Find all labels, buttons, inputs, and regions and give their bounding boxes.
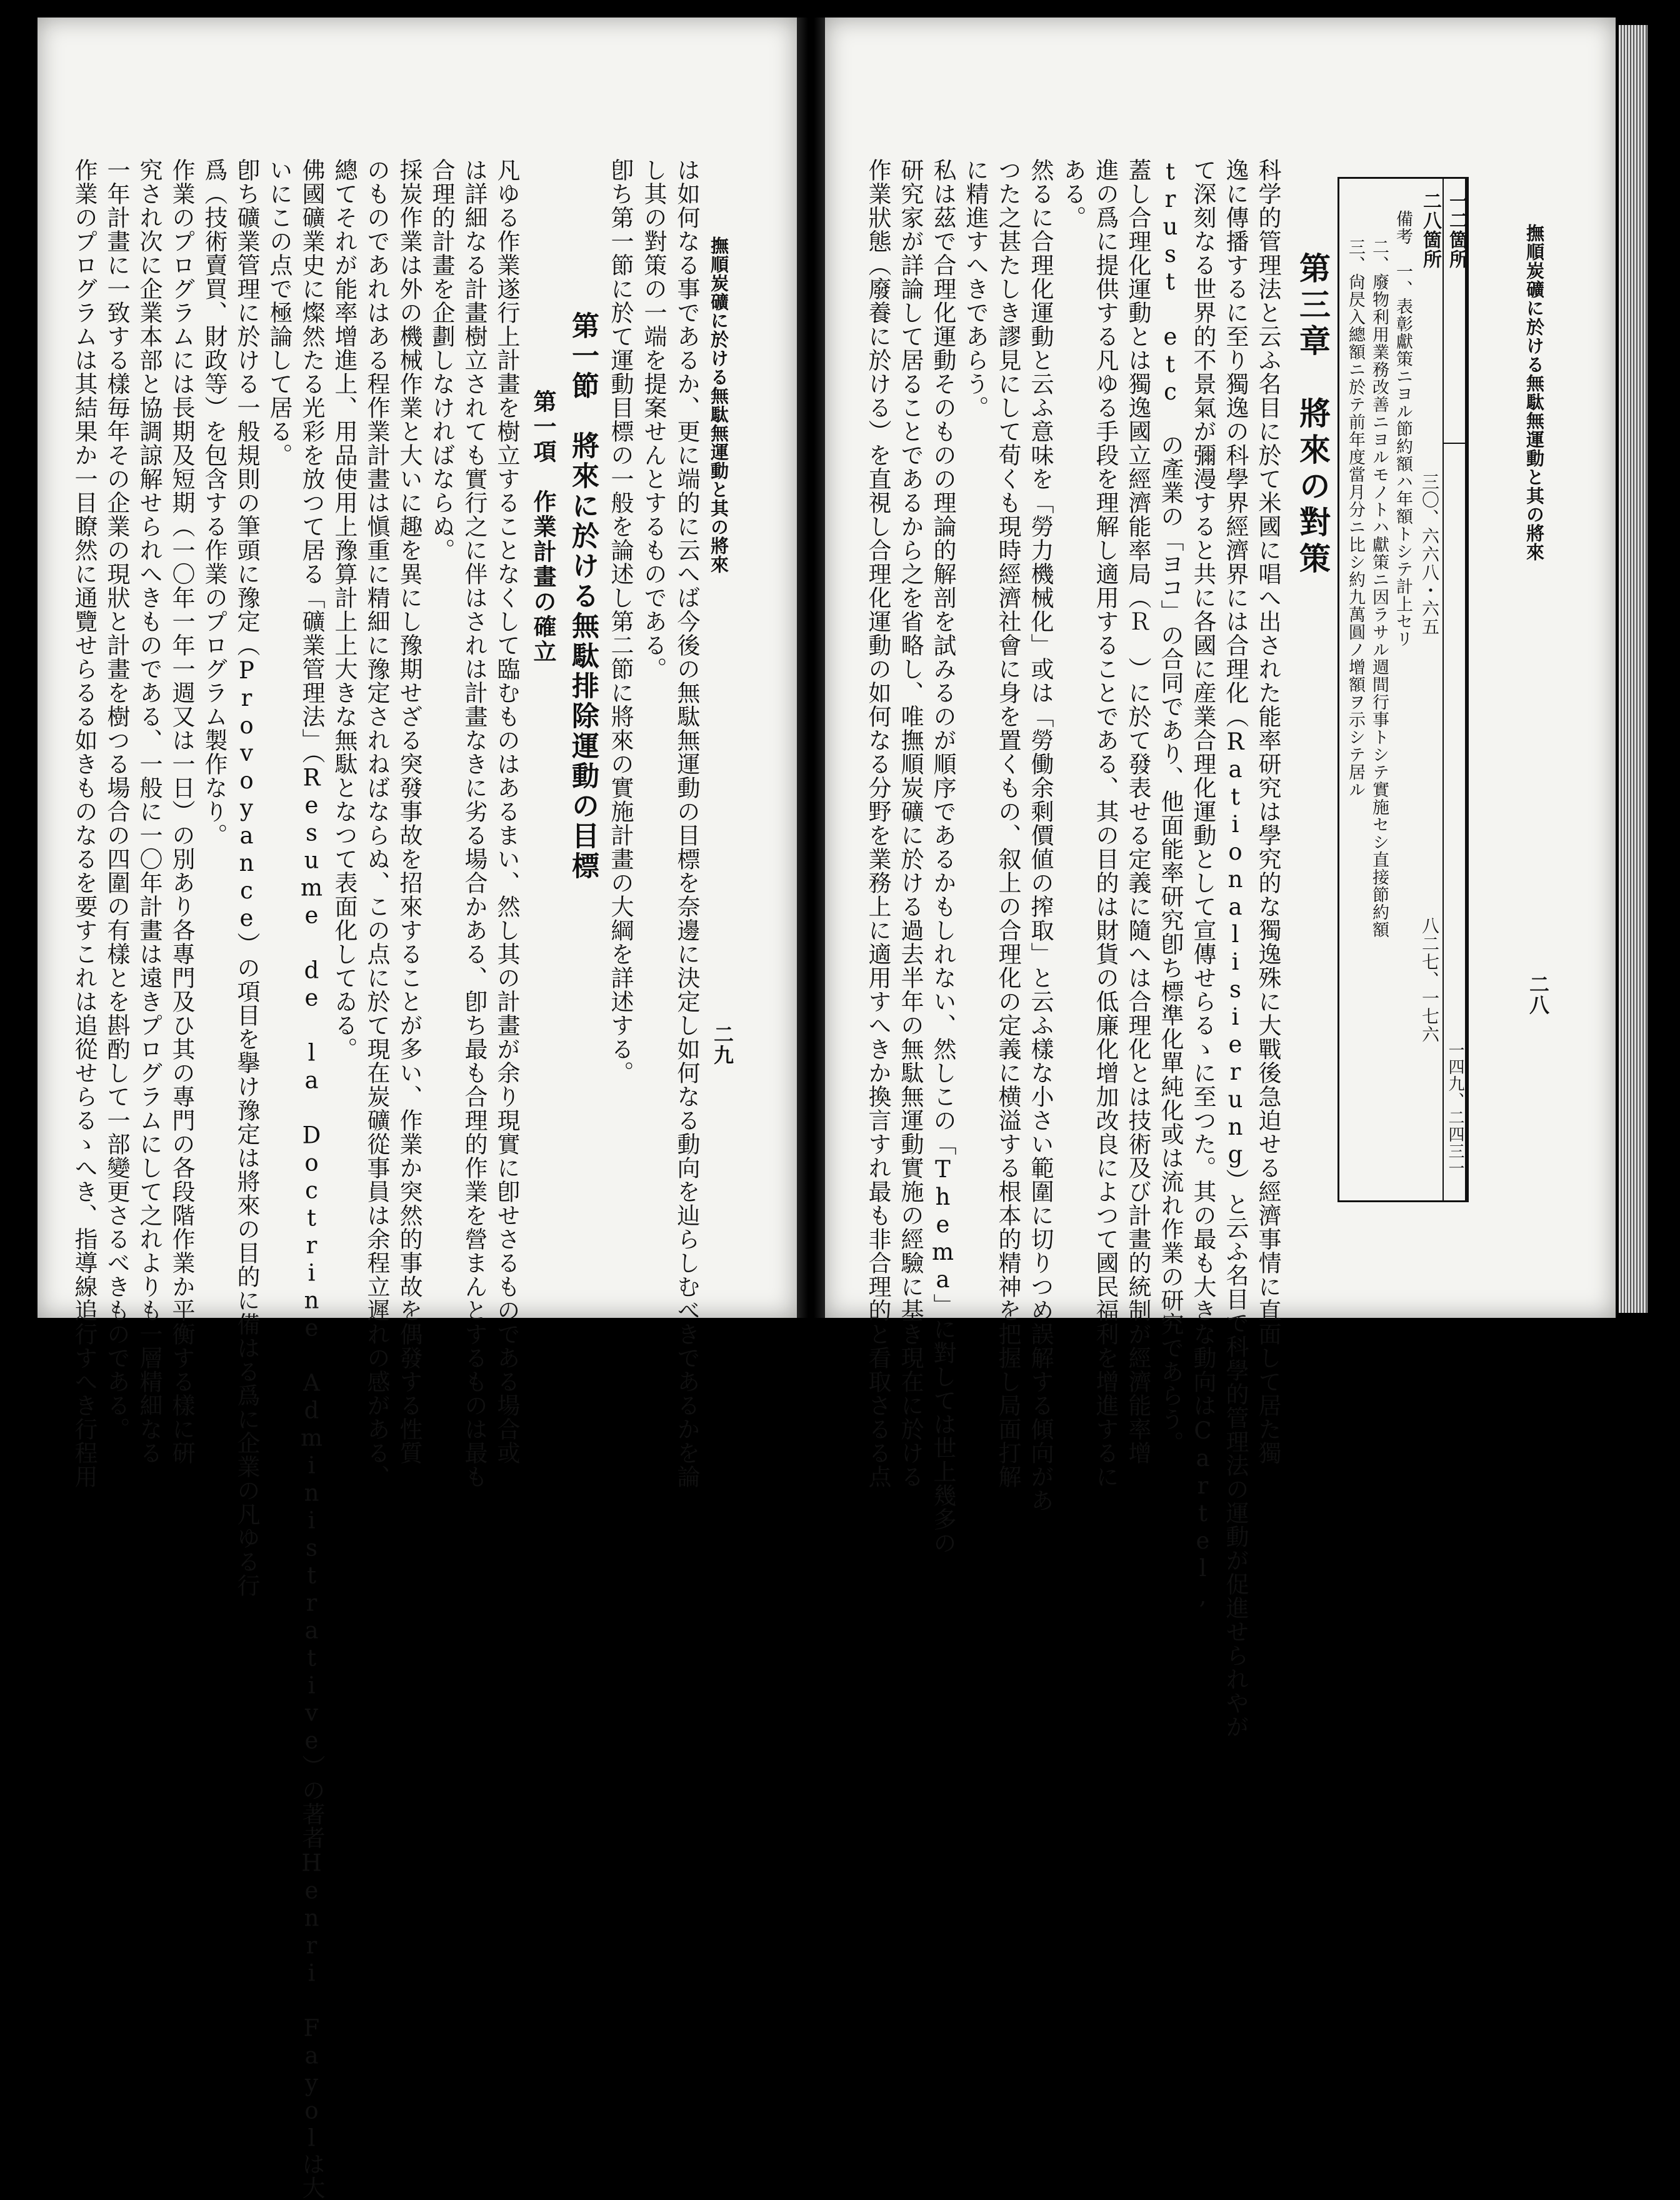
left-folio: 二九: [711, 1024, 734, 1065]
table-note: 備考 一、表彰獻策ニヨル節約額ハ年額トシテ計上セリ: [1393, 210, 1412, 648]
left-body-line: 總てそれが能率增進上、用品使用上豫算計上上大きな無駄となつて表面化してゐる。: [331, 158, 358, 1061]
left-body-line: 採炭作業は外の機械作業と大いに趣を異にし豫期せざる突發事故を招來することが多い、作業か突然的事故を偶發する性質: [396, 158, 422, 1465]
left-body-line: 佛國礦業史に燦然たる光彩を放つて居る「礦業管理法」（Resume de la Doctrine Administrative）の著者Henri Fayolは大: [298, 158, 325, 2200]
left-page: [38, 18, 797, 2200]
table-note: 三、尙昃入總額ニ於テ前年度當月分ニ比シ約九萬圓ノ增額ヲ示シテ居ル: [1346, 238, 1365, 798]
left-intro-line: し其の對策の一端を提案せんとするものである。: [640, 158, 667, 681]
left-intro-line: は如何なる事であるか、更に端的に云へば今後の無駄無運動の目標を奈邊に決定し如何なる動向を辿らしむべきであるかを論: [673, 158, 700, 1489]
left-intro-line: 卽ち第一節に於て運動目標の一般を論述し第二節に將來の實施計畫の大綱を詳述する。: [607, 158, 634, 1085]
right-body-line: 然るに合理化運動と云ふ意味を「勞力機械化」或は「勞働余剩價値の搾取」と云ふ樣な小さい範圍に切りつめ誤解する傾向があ: [1027, 158, 1054, 1512]
right-folio: 二八: [1526, 974, 1550, 1015]
left-body-line: 爲（技術賣買、財政等）を包含する作業のプログラム製作なり。: [201, 158, 228, 847]
page-edges: [1619, 25, 1648, 1313]
section-title: 第一節 將來に於ける無駄排除運動の目標: [567, 311, 599, 882]
right-body-line: 科学的管理法と云ふ名目に於て米國に唱へ出された能率研究は學究的な獨逸殊に大戰後急迫せる經濟事情に直面して居た獨: [1254, 158, 1281, 1465]
right-body-line: trust etc の產業の「ヨコ」の合同であり、他面能率研究卽ち標準化單純化或は流れ作業の研究であらう。: [1157, 158, 1184, 1455]
right-body-line: 進の爲に提供する凡ゆる手段を理解し適用することである、其の目的は財貨の低廉化增加改良によつて國民福利を增進するに: [1092, 158, 1119, 1489]
right-running-head: 撫順炭礦に於ける無駄無運動と其の將來: [1524, 224, 1545, 561]
table-rule: [1442, 179, 1444, 1200]
left-body-line: は詳細なる計畫樹立されても實行之に伴はされは計畫なきに劣る場合かある、卽ち最も合理的作業を營まんとするものは最も: [461, 158, 488, 1489]
table-figure: 一四九、二四三一: [1446, 1042, 1464, 1177]
left-body-line: 一年計畫に一致する樣毎年その企業の現狀と計畫を樹つる場合の四圍の有樣とを斟酌して一部變更さるべきものである。: [103, 158, 130, 1441]
right-body-line: 研究家が詳論して居ることであるから之を省略し、唯撫順炭礦に於ける過去半年の無駄無運動實施の經驗に基き現在に於ける: [897, 158, 924, 1489]
table-figure: 三〇、六六八・六五: [1419, 473, 1440, 636]
table-rule: [1442, 443, 1465, 444]
table-header: 一二箇所: [1446, 191, 1468, 269]
right-body-line: 逸に傳播するに至り獨逸の科學界經濟界には合理化（Rationalisierung）と云ふ名目で科學的管理法の運動が促進せられやが: [1222, 158, 1249, 1739]
right-body-line: 蓋し合理化運動とは獨逸國立經濟能率局（Ｒ ）に於て發表せる定義に隨へは合理化とは技術及び計畫的統制が經濟能率增: [1124, 158, 1151, 1465]
left-body-line: 合理的計畫を企劃しなければならぬ。: [428, 158, 455, 562]
book-gutter: [797, 18, 825, 1318]
left-body-line: 作業のプログラムには長期及短期（一〇年一年一週又は一日）の別あり各專門及ひ其の專門の各段階作業か平衡する樣に硏: [168, 158, 195, 1465]
left-body-line: 卽ち礦業管理に於ける一般規則の筆頭に豫定（Provoyance）の項目を擧け豫定は將來の目的に備はる爲に企業の凡ゆる行: [233, 158, 260, 1597]
right-page: [825, 18, 1616, 1739]
notes-table: [1338, 177, 1469, 1202]
right-body-line: 作業狀態（廢養に於ける）を直視し合理化運動の如何なる分野を業務上に適用すへきか換言すれ最も非合理的と看取さるる点: [864, 158, 891, 1489]
left-body-line: いにこの点で極論して居る。: [266, 158, 292, 467]
left-body-line: のものであれはある程作業計畫は愼重に精細に豫定されねばならぬ、この点に於て現在炭礦從事員は余程立遲れの感がある、: [363, 158, 390, 1489]
table-header: 二八箇所: [1419, 191, 1441, 269]
right-body-line: つた之甚たしき謬見にして荀くも現時經濟社會に身を置くもの、叙上の合理化の定義に横溢する根本的精神を把握し局面打解: [994, 158, 1021, 1489]
right-body-line: に精進すへきであらう。: [962, 158, 989, 419]
left-running-head: 撫順炭礦に於ける無駄無運動と其の將來: [708, 236, 729, 574]
right-body-line: て深刻なる世界的不景氣が彌漫すると共に各國に産業合理化運動として宣傳せらるゝに至つた。其の最も大きな動向はCartel,: [1189, 158, 1216, 1610]
table-figure: 八二七、一七六: [1419, 917, 1440, 1043]
left-body-line: 凡ゆる作業遂行上計畫を樹立することなくして臨むものはあるまい、然し其の計畫が余り現實に卽せさるものである場合或: [493, 158, 520, 1465]
chapter-title: 第三章 將來の對策: [1294, 252, 1331, 578]
left-body-line: 究され次に企業本部と協調諒解せられへきものである、一般に一〇年計畫は遠きプログラムにして之れよりも一層精細なる: [136, 158, 162, 1465]
right-body-line: ある。: [1059, 158, 1086, 229]
item-title: 第一項 作業計畫の確立: [529, 389, 557, 665]
left-body-line: 作業のプログラムは其結果か一目瞭然に通覽せらるる如きものなるを要すこれは追從せらるゝへき、指導線追行すへき行程用: [71, 158, 98, 1489]
right-body-line: 私は茲で合理化運動そのものの理論的解剖を試みるのが順序であるかもしれない、然しこの「Thema」に對しては世上幾多の: [929, 158, 956, 1555]
table-note: 二、廢物利用業務改善ニヨルモノトハ獻策ニ因ラサル週間行事トシテ實施セシ直接節約額: [1369, 238, 1389, 938]
